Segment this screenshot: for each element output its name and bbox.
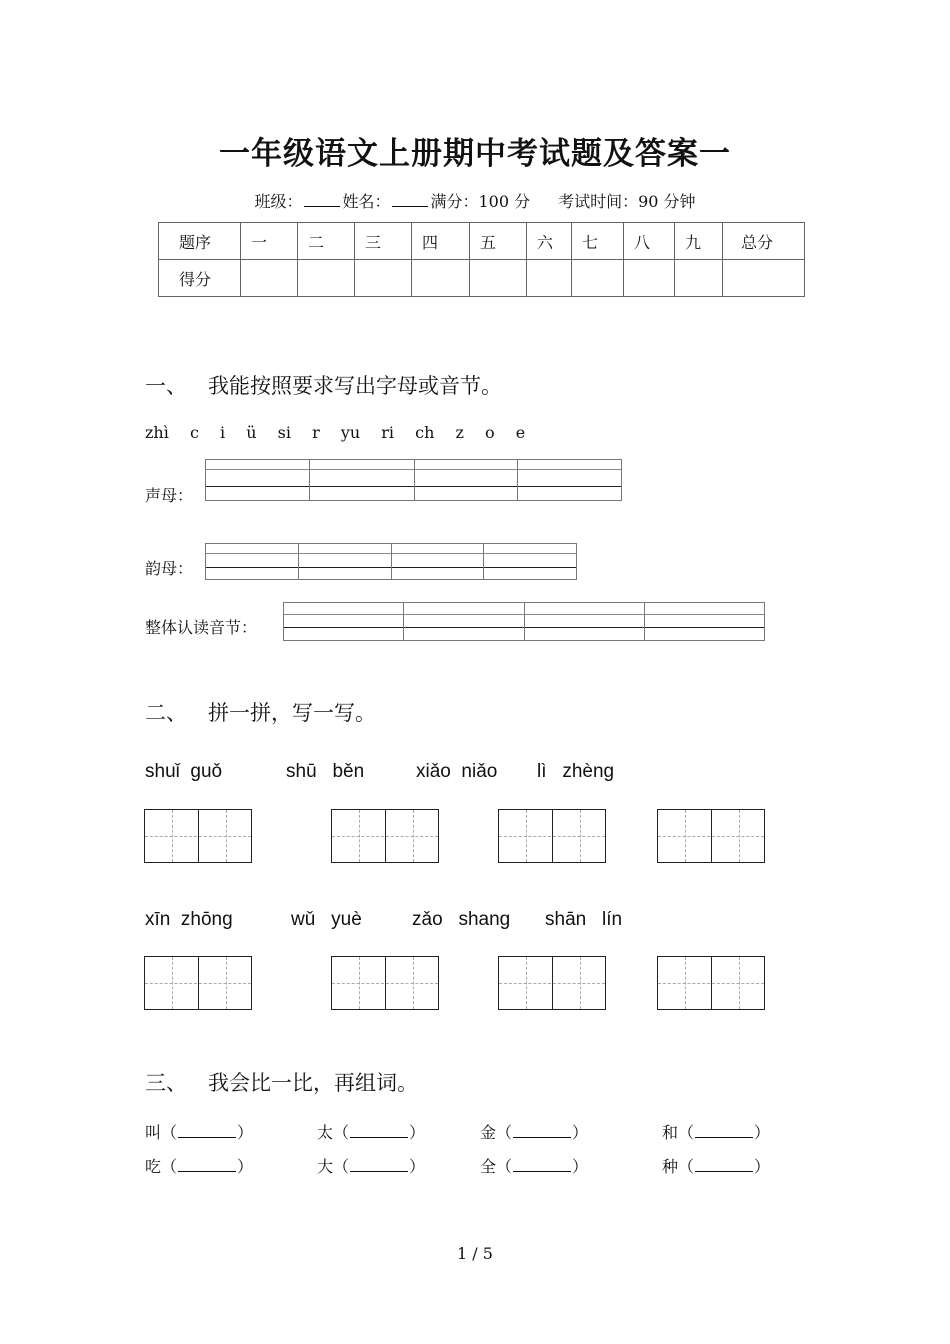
- answer-blank[interactable]: [695, 1125, 753, 1138]
- compare-char: 和: [662, 1123, 679, 1142]
- syllable: c: [189, 423, 199, 442]
- full-score: 满分：100 分: [430, 192, 531, 211]
- section3-heading: [145, 1067, 418, 1097]
- compare-item: 大（ ）: [317, 1157, 426, 1176]
- score-cell[interactable]: [298, 260, 355, 297]
- section2-title: 拼一拼，写一写。: [208, 701, 376, 725]
- syllable: r: [312, 423, 320, 442]
- compare-item: 吃（ ）: [145, 1157, 254, 1176]
- header-cell: 六: [527, 223, 572, 260]
- compare-item: 种（ ）: [662, 1157, 771, 1176]
- name-label: 姓名：: [342, 192, 391, 211]
- score-cell[interactable]: [241, 260, 298, 297]
- syllable: si: [277, 423, 291, 442]
- header-cell: 一: [241, 223, 298, 260]
- tianzige-box[interactable]: [144, 956, 252, 1010]
- score-cell[interactable]: [470, 260, 527, 297]
- compare-char: 叫: [145, 1123, 162, 1142]
- compare-item: 和（ ）: [662, 1123, 771, 1142]
- syllable: o: [485, 423, 495, 442]
- header-cell: 总分: [723, 223, 805, 260]
- compare-char: 大: [317, 1157, 334, 1176]
- tianzige-box[interactable]: [498, 809, 606, 863]
- tianzige-box[interactable]: [144, 809, 252, 863]
- section2-heading: [145, 697, 376, 727]
- header-cell: 三: [355, 223, 412, 260]
- name-blank[interactable]: [392, 192, 428, 207]
- syllable: yu: [340, 423, 361, 442]
- page-title: 一年级语文上册期中考试题及答案一: [219, 136, 731, 172]
- answer-blank[interactable]: [350, 1159, 408, 1172]
- row-label: 得分: [159, 260, 241, 297]
- yunmu-writing-grid[interactable]: [205, 543, 577, 580]
- syllable: i: [220, 423, 226, 442]
- tianzige-box[interactable]: [331, 809, 439, 863]
- section1-number: 一、: [145, 374, 187, 398]
- score-table-score-row: [159, 260, 805, 297]
- score-cell[interactable]: [723, 260, 805, 297]
- syllable: ü: [246, 423, 257, 442]
- syllable: e: [515, 423, 526, 442]
- pinyin-word: lì zhèng: [537, 761, 615, 782]
- header-cell: 七: [572, 223, 624, 260]
- score-cell[interactable]: [355, 260, 412, 297]
- compare-item: 金（ ）: [480, 1123, 589, 1142]
- compare-item: 太（ ）: [317, 1123, 426, 1142]
- score-cell[interactable]: [624, 260, 675, 297]
- shengmu-label: 声母：: [145, 486, 194, 505]
- syllable: zhì: [145, 423, 169, 442]
- pinyin-word: xīn zhōng: [145, 909, 233, 930]
- pinyin-word: shuǐ guǒ: [145, 761, 223, 782]
- exam-meta: [0, 189, 950, 212]
- answer-blank[interactable]: [513, 1125, 571, 1138]
- tianzige-box[interactable]: [657, 809, 765, 863]
- answer-blank[interactable]: [178, 1125, 236, 1138]
- score-cell[interactable]: [675, 260, 723, 297]
- pinyin-word: wǔ yuè: [291, 909, 362, 930]
- header-cell: 九: [675, 223, 723, 260]
- compare-char: 吃: [145, 1157, 162, 1176]
- tianzige-box[interactable]: [657, 956, 765, 1010]
- score-cell[interactable]: [572, 260, 624, 297]
- compare-char: 全: [480, 1157, 497, 1176]
- compare-char: 金: [480, 1123, 497, 1142]
- score-table-header-row: [159, 223, 805, 260]
- score-cell[interactable]: [527, 260, 572, 297]
- syllable: z: [455, 423, 464, 442]
- compare-char: 种: [662, 1157, 679, 1176]
- page-number: 1 / 5: [457, 1244, 493, 1263]
- section3-number: 三、: [145, 1071, 187, 1095]
- answer-blank[interactable]: [350, 1125, 408, 1138]
- shengmu-writing-grid[interactable]: [205, 459, 622, 501]
- zhengti-writing-grid[interactable]: [283, 602, 765, 641]
- answer-blank[interactable]: [178, 1159, 236, 1172]
- section1-heading: [145, 370, 502, 400]
- compare-char: 太: [317, 1123, 334, 1142]
- pinyin-word: xiǎo niǎo: [416, 761, 498, 782]
- header-cell: 八: [624, 223, 675, 260]
- syllable: ch: [415, 423, 435, 442]
- pinyin-word: zǎo shang: [412, 909, 511, 930]
- compare-item: 叫（ ）: [145, 1123, 254, 1142]
- pinyin-word: shū běn: [286, 761, 365, 782]
- tianzige-box[interactable]: [498, 956, 606, 1010]
- class-blank[interactable]: [304, 192, 340, 207]
- yunmu-label: 韵母：: [145, 559, 194, 578]
- score-table: [158, 222, 805, 297]
- syllable-list: [145, 423, 541, 442]
- header-cell: 题序: [159, 223, 241, 260]
- section3-title: 我会比一比，再组词。: [208, 1071, 418, 1095]
- section2-number: 二、: [145, 701, 187, 725]
- zhengti-label: 整体认读音节：: [145, 618, 258, 637]
- syllable: ri: [381, 423, 395, 442]
- pinyin-word: shān lín: [545, 909, 623, 930]
- section1-title: 我能按照要求写出字母或音节。: [208, 374, 502, 398]
- header-cell: 五: [470, 223, 527, 260]
- answer-blank[interactable]: [513, 1159, 571, 1172]
- header-cell: 四: [412, 223, 470, 260]
- score-cell[interactable]: [412, 260, 470, 297]
- compare-item: 全（ ）: [480, 1157, 589, 1176]
- header-cell: 二: [298, 223, 355, 260]
- exam-time: 考试时间：90 分钟: [558, 192, 696, 211]
- answer-blank[interactable]: [695, 1159, 753, 1172]
- tianzige-box[interactable]: [331, 956, 439, 1010]
- class-label: 班级：: [254, 192, 303, 211]
